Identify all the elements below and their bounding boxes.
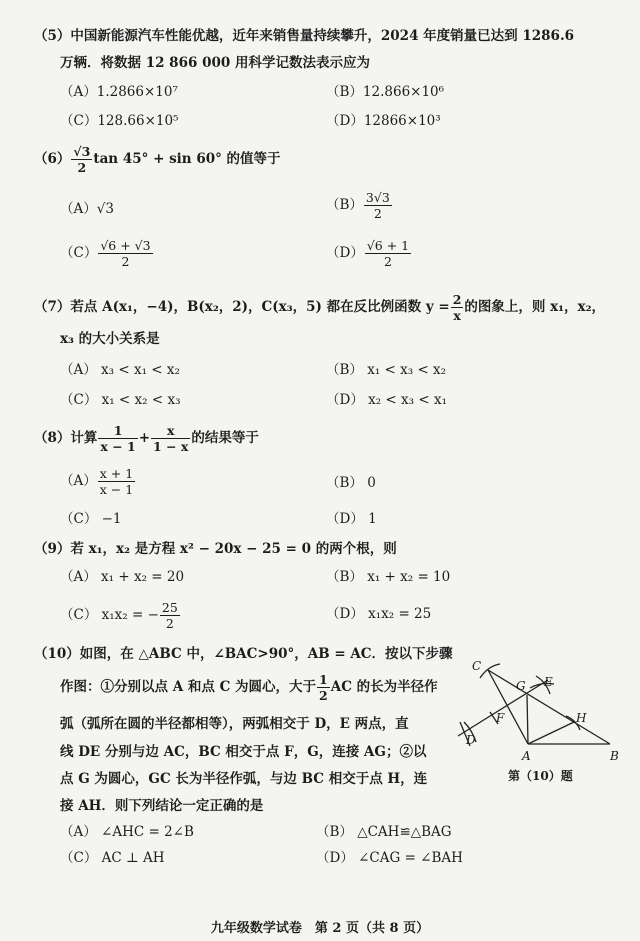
q6-stem — [34, 144, 281, 175]
q6-b-den: 2 — [373, 206, 382, 221]
q6-b-label: （B） — [326, 197, 363, 213]
q6-a-label: （A） — [60, 201, 97, 217]
q6-frac-num: √3 — [73, 144, 91, 159]
q5-line1: （5）中国新能源汽车性能优越，近年来销售量持续攀升，2024 年度销量已达到 1286.6 — [34, 28, 575, 44]
line-de — [458, 680, 548, 736]
label-d: D — [466, 733, 476, 747]
q8-number: （8）计算 — [34, 430, 98, 446]
q9-choice-c — [60, 600, 181, 631]
q7-line1-pre: （7）若点 A(x₁，−4)，B(x₂，2)，C(x₃，5) 都在反比例函数 y = — [34, 299, 450, 315]
q8-a-fraction — [98, 466, 135, 497]
q6-rest: tan 45° + sin 60° 的值等于 — [93, 151, 281, 167]
q10-fraction — [317, 672, 330, 703]
segment-ag — [527, 695, 528, 744]
q7-choice-b: （B） x₁ < x₃ < x₂ — [326, 362, 447, 378]
q7-line1 — [34, 292, 605, 323]
figure-caption: 第（10）题 — [508, 769, 573, 783]
q6-choice-c — [60, 238, 154, 269]
q8-a-num: x + 1 — [99, 466, 134, 481]
q10-line4: 线 DE 分别与边 AC，BC 相交于点 F，G，连接 AG；②以 — [60, 744, 427, 760]
q10-frac-num: 1 — [319, 672, 328, 687]
q7-line1-post: 的图象上，则 x₁，x₂， — [464, 299, 606, 315]
q8-stem — [34, 423, 259, 454]
q8-a-label: （A） — [60, 473, 97, 489]
q10-frac-den: 2 — [319, 688, 328, 703]
q8-f2-den: 1 − x — [153, 439, 189, 454]
q9-stem: （9）若 x₁，x₂ 是方程 x² − 20x − 25 = 0 的两个根，则 — [34, 541, 397, 557]
q8-plus: + — [138, 430, 151, 446]
q6-a-value: √3 — [96, 201, 114, 217]
q10-line2 — [60, 672, 438, 703]
label-g: G — [516, 679, 526, 693]
q10-choice-d: （D） ∠CAG = ∠BAH — [316, 850, 463, 866]
q6-d-label: （D） — [326, 245, 364, 261]
label-e: E — [544, 675, 553, 689]
q9-c-num: 25 — [161, 600, 178, 615]
label-c: C — [472, 659, 482, 673]
q10-line3: 弧（弧所在圆的半径都相等），两弧相交于 D，E 两点，直 — [60, 716, 409, 732]
label-f: F — [496, 711, 505, 725]
q9-c-fraction — [160, 600, 180, 631]
q9-choice-a: （A） x₁ + x₂ = 20 — [60, 569, 185, 585]
q10-choice-b: （B） △CAH≌△BAG — [316, 824, 452, 840]
q7-fraction — [451, 292, 464, 323]
q8-choice-c: （C） −1 — [60, 511, 122, 527]
q10-choice-a: （A） ∠AHC = 2∠B — [60, 824, 194, 840]
q10-line2-pre: 作图：①分别以点 A 和点 C 为圆心，大于 — [60, 679, 317, 695]
q10-line1: （10）如图，在 △ABC 中，∠BAC>90°，AB = AC．按以下步骤 — [34, 646, 453, 662]
q9-c-pre: （C） x₁x₂ = − — [60, 607, 159, 623]
q5-line2: 万辆．将数据 12 866 000 用科学记数法表示应为 — [60, 55, 370, 71]
q8-f1-den: x − 1 — [100, 439, 136, 454]
q9-choice-b: （B） x₁ + x₂ = 10 — [326, 569, 451, 585]
q8-choice-d: （D） 1 — [326, 511, 377, 527]
q10-figure — [450, 652, 640, 792]
q10-line2-post: AC 的长为半径作 — [330, 679, 438, 695]
q7-frac-den: x — [453, 308, 461, 323]
q8-a-den: x − 1 — [99, 482, 134, 497]
label-h: H — [576, 711, 587, 725]
q6-frac-den: 2 — [77, 160, 87, 175]
q5-choice-d: （D）12866×10³ — [326, 113, 441, 129]
q6-d-num: √6 + 1 — [366, 238, 410, 253]
q8-f2-num: x — [151, 423, 190, 439]
q6-choice-a — [60, 203, 114, 217]
label-a: A — [522, 749, 531, 763]
q8-f1-num: 1 — [98, 423, 137, 439]
q7-choice-c: （C） x₁ < x₂ < x₃ — [60, 392, 181, 408]
q8-choice-b: （B） 0 — [326, 475, 376, 491]
triangle-diagram — [450, 652, 640, 792]
q7-choice-a: （A） x₃ < x₁ < x₂ — [60, 362, 180, 378]
segment-ah — [528, 722, 574, 744]
q6-b-fraction — [364, 190, 392, 221]
q6-c-num: √6 + √3 — [100, 238, 151, 253]
q9-c-den: 2 — [165, 616, 174, 631]
q6-d-fraction — [365, 238, 411, 269]
q7-frac-num: 2 — [452, 292, 462, 307]
q6-choice-d — [326, 238, 412, 269]
q6-c-label: （C） — [60, 245, 98, 261]
q6-c-den: 2 — [121, 254, 130, 269]
q6-d-den: 2 — [384, 254, 392, 269]
q10-line6: 接 AH．则下列结论一定正确的是 — [60, 798, 264, 814]
q8-choice-a — [60, 466, 136, 497]
q10-choice-c: （C） AC ⊥ AH — [60, 850, 165, 866]
q7-choice-d: （D） x₂ < x₃ < x₁ — [326, 392, 447, 408]
q5-choice-a: （A）1.2866×10⁷ — [60, 84, 178, 100]
q6-choice-b — [326, 190, 393, 221]
q9-choice-d: （D） x₁x₂ = 25 — [326, 606, 432, 622]
q5-choice-b: （B）12.866×10⁶ — [326, 84, 445, 100]
page-footer: 九年级数学试卷 第 2 页（共 8 页） — [210, 921, 430, 936]
q10-line5: 点 G 为圆心，GC 长为半径作弧，与边 BC 相交于点 H，连 — [60, 771, 428, 787]
q8-fraction-2 — [151, 423, 190, 454]
q6-c-fraction — [98, 238, 152, 269]
q6-fraction — [71, 144, 92, 175]
q7-line2: x₃ 的大小关系是 — [60, 331, 160, 347]
q8-rest: 的结果等于 — [191, 430, 259, 446]
q5-choice-c: （C）128.66×10⁵ — [60, 113, 179, 129]
q6-b-num: 3√3 — [365, 190, 390, 205]
q6-number: （6） — [34, 151, 71, 167]
label-b: B — [610, 749, 619, 763]
q8-fraction-1 — [98, 423, 137, 454]
